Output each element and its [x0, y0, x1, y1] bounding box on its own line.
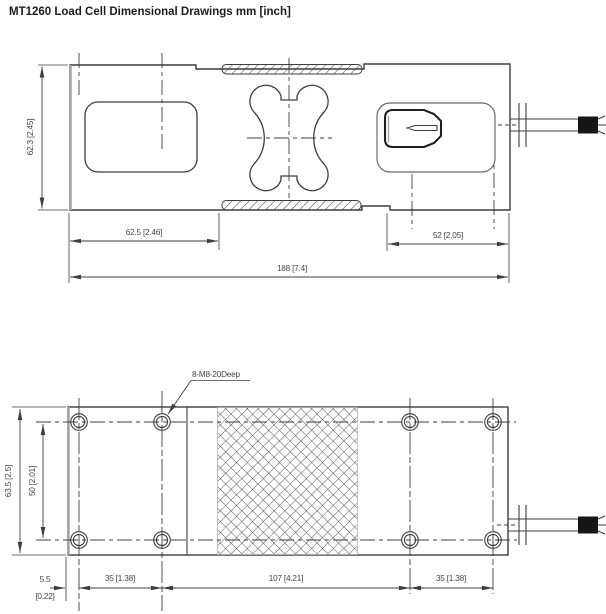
boot-crosshatch-pad	[218, 408, 358, 555]
right-pocket-outline	[377, 103, 495, 172]
dim-label-right-section: 52 [2.05]	[432, 231, 464, 240]
dim-label-center-pitch: 107 [4.21]	[268, 574, 304, 583]
cable-wire-frays	[598, 116, 606, 134]
dim-label-edge-mm: 5.5	[39, 575, 51, 584]
top-boot-hatch	[222, 65, 362, 75]
cable-wire-frays-plan	[598, 516, 606, 534]
cable-exit-plan	[497, 505, 606, 545]
cable-jacket-end	[578, 117, 598, 134]
cable-jacket-end-plan	[578, 517, 598, 534]
dim-label-edge-in: [0.22]	[35, 592, 55, 601]
dim-label-left-section: 62.5 [2.46]	[125, 228, 163, 237]
dim-label-left-pitch: 35 [1.38]	[104, 574, 136, 583]
dim-label-right-pitch: 35 [1.38]	[435, 574, 467, 583]
bottom-boot-hatch	[222, 201, 361, 211]
dim-label-overall-length: 188 [7.4]	[276, 264, 308, 273]
bottom-plan-view	[4, 370, 606, 611]
dim-label-height: 62.3 [2.45]	[26, 118, 35, 156]
dim-label-overall-width: 63.5 [2.5]	[4, 464, 13, 498]
dim-label-hole-rows: 50 [2.01]	[28, 465, 37, 497]
side-elevation-view	[26, 53, 606, 283]
thread-callout-label: 8-M8-20Deep	[192, 370, 240, 379]
cable-exit-side	[498, 103, 606, 147]
drawing-title: MT1260 Load Cell Dimensional Drawings mm [inch]	[9, 6, 291, 18]
